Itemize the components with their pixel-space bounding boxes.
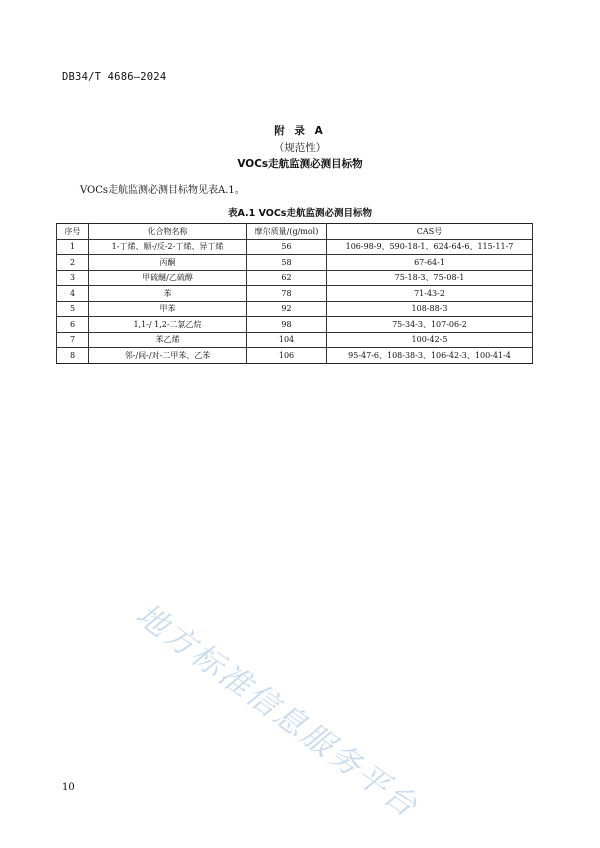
appendix-nature: （规范性） [273, 142, 327, 154]
table-row [57, 255, 533, 271]
cell-cas: 106-98-9、590-18-1、624-64-6、115-11-7 [327, 239, 533, 255]
page-number: 10 [62, 782, 75, 793]
table-row [57, 286, 533, 302]
cell-seq: 6 [57, 317, 89, 333]
cell-seq: 1 [57, 239, 89, 255]
table-row [57, 239, 533, 255]
cell-seq: 8 [57, 348, 89, 364]
watermark: 地方标准信息服务平台 [129, 596, 426, 826]
column-header-seq: 序号 [57, 224, 89, 240]
table-header-row [57, 224, 533, 240]
cell-seq: 3 [57, 270, 89, 286]
cell-name: 1,1-/ 1,2-二氯乙烷 [89, 317, 247, 333]
cell-cas: 75-18-3、75-08-1 [327, 270, 533, 286]
cell-mass: 78 [247, 286, 327, 302]
cell-name: 甲硫醚/乙硫醇 [89, 270, 247, 286]
appendix-title: 附 录 A [274, 125, 326, 137]
cell-cas: 67-64-1 [327, 255, 533, 271]
cell-mass: 92 [247, 301, 327, 317]
cell-mass: 98 [247, 317, 327, 333]
cell-name: 甲苯 [89, 301, 247, 317]
intro-paragraph: VOCs走航监测必测目标物见表A.1。 [80, 185, 245, 196]
cell-name: 1-丁烯、顺-/反-2-丁烯、异丁烯 [89, 239, 247, 255]
cell-mass: 104 [247, 332, 327, 348]
cell-mass: 106 [247, 348, 327, 364]
cell-mass: 62 [247, 270, 327, 286]
column-header-name: 化合物名称 [89, 224, 247, 240]
table-row [57, 317, 533, 333]
cell-mass: 56 [247, 239, 327, 255]
table-row [57, 301, 533, 317]
table-row [57, 332, 533, 348]
cell-cas: 95-47-6、108-38-3、106-42-3、100-41-4 [327, 348, 533, 364]
cell-name: 邻-/间-/对-二甲苯、乙苯 [89, 348, 247, 364]
cell-mass: 58 [247, 255, 327, 271]
column-header-cas: CAS号 [327, 224, 533, 240]
cell-cas: 71-43-2 [327, 286, 533, 302]
cell-name: 苯乙烯 [89, 332, 247, 348]
cell-cas: 108-88-3 [327, 301, 533, 317]
table-row [57, 348, 533, 364]
cell-name: 丙酮 [89, 255, 247, 271]
table-row [57, 270, 533, 286]
document-code: DB34/T 4686—2024 [62, 71, 167, 83]
cell-cas: 100-42-5 [327, 332, 533, 348]
table-caption: 表A.1 VOCs走航监测必测目标物 [228, 208, 372, 219]
column-header-mass: 摩尔质量/(g/mol) [247, 224, 327, 240]
cell-seq: 5 [57, 301, 89, 317]
cell-name: 苯 [89, 286, 247, 302]
target-compounds-table [56, 223, 533, 364]
cell-seq: 4 [57, 286, 89, 302]
cell-seq: 7 [57, 332, 89, 348]
cell-cas: 75-34-3、107-06-2 [327, 317, 533, 333]
cell-seq: 2 [57, 255, 89, 271]
appendix-subject: VOCs走航监测必测目标物 [237, 158, 363, 170]
